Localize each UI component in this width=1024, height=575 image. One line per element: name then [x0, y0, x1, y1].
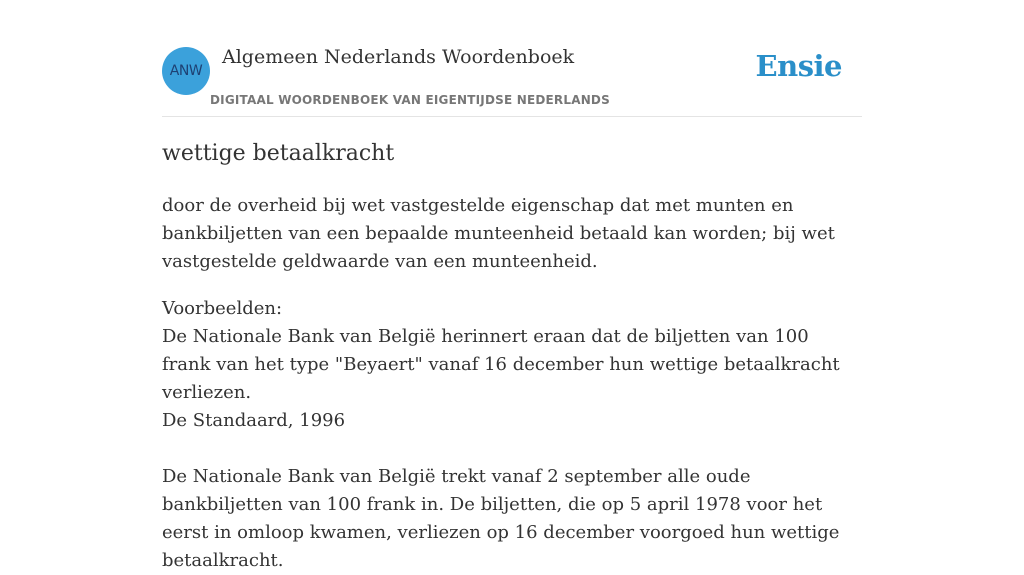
ensie-brand-logo[interactable]: Ensie [755, 49, 842, 83]
anw-logo[interactable] [162, 47, 210, 95]
site-title[interactable]: Algemeen Nederlands Woordenboek [222, 46, 575, 68]
examples-label: Voorbeelden: [162, 298, 283, 319]
example-text: De Nationale Bank van België trekt vanaf 2 september alle oude bankbiljetten van 100 frank in. De biljetten, die op 5 april 1978 voor het eerst in omloop kwamen, verliezen op 16 december voorgoed hun wettige betaalkracht. [162, 466, 840, 571]
header [162, 0, 862, 117]
definition: door de overheid bij wet vastgestelde eigenschap dat met munten en bankbiljetten van een bepaalde munteenheid betaald kan worden; bij wet vastgestelde geldwaarde van een munteenheid. [162, 195, 835, 272]
site-subtitle: DIGITAAL WOORDENBOEK VAN EIGENTIJDSE NEDERLANDS [210, 93, 610, 107]
example-text: De Nationale Bank van België herinnert eraan dat de biljetten van 100 frank van het type "Beyaert" vanaf 16 december hun wettige betaalkracht verliezen. [162, 326, 840, 403]
example-source: De Standaard, 1996 [162, 410, 346, 431]
logo-text: ANW [169, 63, 203, 79]
page-container [162, 0, 862, 571]
headword: wettige betaalkracht [162, 141, 395, 166]
entry-content [162, 192, 862, 575]
example-spacer [162, 435, 862, 463]
